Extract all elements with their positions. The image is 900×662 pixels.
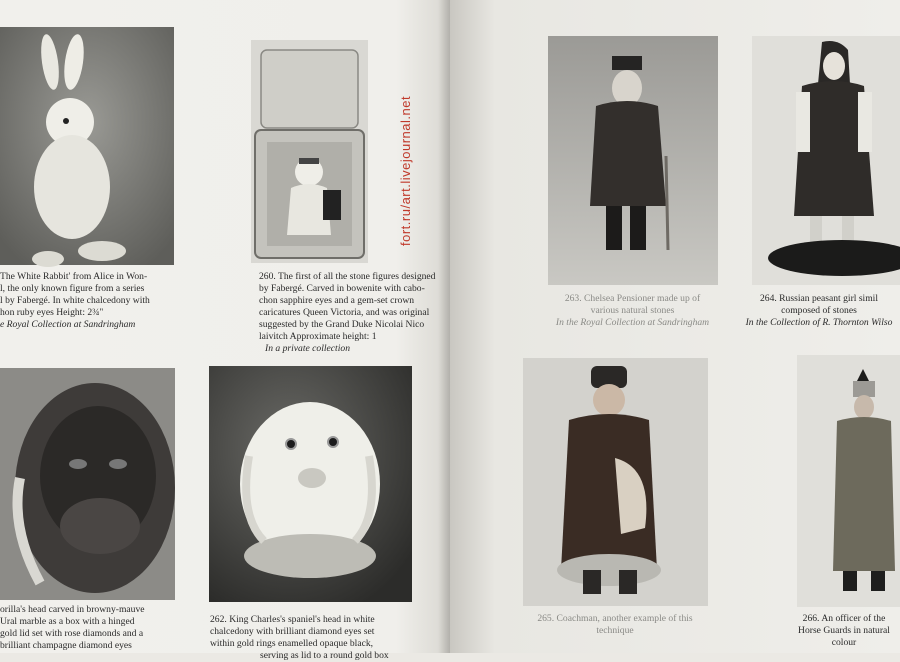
caption-262-line-2: chalcedony with brilliant diamond eyes set [210,626,375,637]
caption-259-line-1: The White Rabbit' from Alice in Won- [0,271,148,282]
caption-266 [788,613,900,649]
caption-263-line-1: 263. Chelsea Pensioner made up of [564,293,701,304]
caption-259-collection: e Royal Collection at Sandringham [0,319,136,330]
caption-259 [0,271,175,331]
caption-263 [545,293,720,329]
caption-266-line-1: 266. An officer of the [802,613,886,624]
caption-265 [520,613,710,637]
caption-262-line-4: serving as lid to a round gold box [260,650,389,661]
caption-261-line-3: gold lid set with rose diamonds and a [0,628,144,639]
caption-265-line-2: technique [596,625,634,636]
caption-262 [210,614,412,662]
caption-260-line-1: 260. The first of all the stone figures designed [259,271,436,282]
caption-259-line-4: hon ruby eyes Height: 2¾" [0,307,104,318]
caption-265-line-1: 265. Coachman, another example of this [537,613,693,624]
caption-260-line-5: suggested by the Grand Duke Nicolai Nico [259,319,425,330]
watermark: fort.ru/art.livejournal.net [398,95,413,246]
caption-264-collection: In the Collection of R. Thornton Wilso [745,317,893,328]
white-rabbit-photo [0,27,174,265]
caption-259-line-3: l by Fabergé. In white chalcedony with [0,295,150,306]
russian-peasant-girl-photo [752,36,900,285]
caption-260-line-3: chon sapphire eyes and a gem-set crown [259,295,415,306]
caption-260-collection: In a private collection [265,343,350,354]
caption-263-line-2: various natural stones [590,305,675,316]
coachman-photo [523,358,708,606]
caption-262-line-3: within gold rings enamelled opaque black, [210,638,374,649]
caption-260-line-2: by Fabergé. Carved in bowenite with cabo- [259,283,425,294]
caption-260 [259,271,436,355]
caption-264-line-1: 264. Russian peasant girl simil [759,293,879,304]
gorilla-head-photo [0,368,175,600]
caption-262-line-1: 262. King Charles's spaniel's head in white [210,614,375,625]
caption-260-line-6: laivitch Approximate height: 1 [259,331,377,342]
caption-263-collection: In the Royal Collection at Sandringham [555,317,710,328]
caption-266-line-3: colour [831,637,857,648]
caption-261-line-2: Ural marble as a box with a hinged [0,616,135,627]
caption-261-line-1: orilla's head carved in browny-mauve [0,604,145,615]
caption-261 [0,604,178,652]
horse-guards-officer-photo [797,355,900,607]
caption-264 [738,293,900,329]
caption-264-line-2: composed of stones [781,305,857,316]
queen-victoria-photo [251,40,368,263]
spaniel-head-photo [209,366,412,602]
left-page [0,0,450,661]
caption-259-line-2: l, the only known figure from a series [0,283,145,294]
caption-261-line-4: brilliant champagne diamond eyes [0,640,132,651]
chelsea-pensioner-photo [548,36,718,285]
caption-260-line-4: caricatures Queen Victoria, and was original [259,307,430,318]
caption-266-line-2: Horse Guards in natural [798,625,890,636]
right-page [450,0,900,653]
